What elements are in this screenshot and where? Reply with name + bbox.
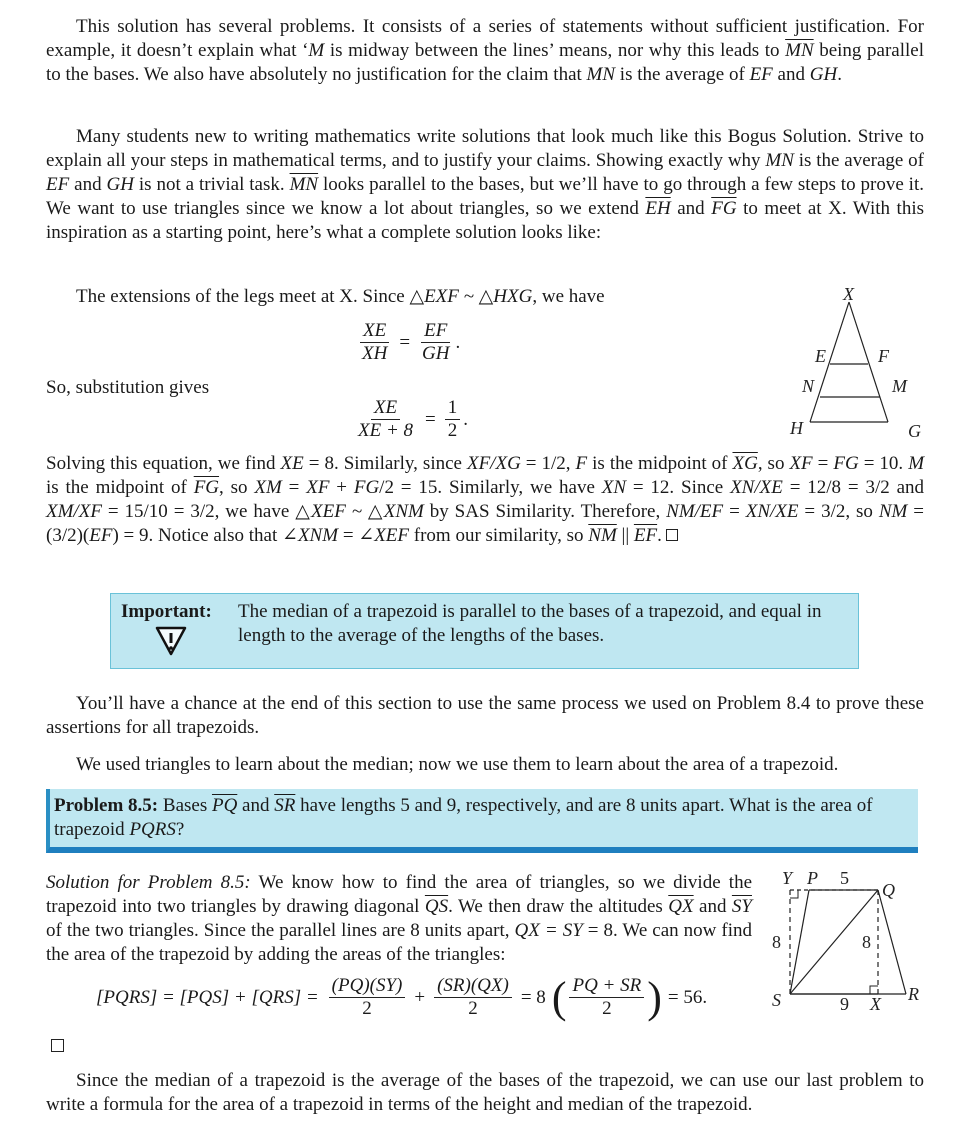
trapezoid-figure bbox=[764, 866, 934, 1016]
text: is midway between the lines’ means, nor why this leads to bbox=[324, 40, 786, 61]
text: This solution has several problems. It consists of a series of statements without sufficient justification. For example, it doesn’t explain what ‘ bbox=[46, 16, 924, 61]
var: FG bbox=[353, 477, 380, 498]
segment: $\overline{PQ}$ bbox=[211, 795, 238, 816]
equals: = bbox=[425, 408, 436, 430]
var: GH bbox=[809, 64, 838, 85]
similarity: △EXF ~ △HXG bbox=[409, 286, 533, 307]
segment: $\overline{FG}$ bbox=[711, 198, 737, 219]
text: = 12. Since bbox=[626, 477, 731, 498]
paragraph-final: Since the median of a trapezoid is the average of the bases of the trapezoid, we can use our last problem to write a formula for the area of a trapezoid in terms of the height and median of the trapezoid. bbox=[46, 1070, 924, 1115]
var: XF bbox=[306, 477, 330, 498]
segment: $\overline{EH}$ bbox=[645, 198, 671, 219]
text: Bases bbox=[158, 795, 212, 816]
denominator: XH bbox=[362, 343, 388, 364]
text: and bbox=[670, 198, 712, 219]
text: , so bbox=[757, 453, 790, 474]
var: XF/XG bbox=[466, 453, 521, 474]
var: EF bbox=[46, 174, 70, 195]
paragraph-transition: We used triangles to learn about the median; now we use them to learn about the area of a trapezoid. bbox=[76, 754, 839, 775]
fraction bbox=[329, 975, 406, 1020]
var: XE bbox=[280, 453, 304, 474]
text: = 15/10 = 3/2, we have bbox=[101, 501, 296, 522]
var: XN/XE bbox=[730, 477, 783, 498]
text: . bbox=[837, 64, 842, 85]
label-x: X bbox=[843, 284, 854, 304]
text: = bbox=[338, 525, 359, 546]
segment: $\overline{NM}$ bbox=[588, 525, 617, 546]
var: XN bbox=[601, 477, 627, 498]
problem-label: Problem 8.5: bbox=[54, 795, 159, 816]
label-s: S bbox=[772, 990, 781, 1010]
var: M bbox=[308, 40, 325, 61]
var: FG bbox=[833, 453, 859, 474]
problem-text bbox=[54, 794, 909, 842]
text: = 3/2, so bbox=[798, 501, 879, 522]
denominator: XE + 8 bbox=[358, 420, 414, 441]
paragraph-proof bbox=[46, 452, 924, 548]
segment: $\overline{MN}$ bbox=[785, 40, 814, 61]
var: QX = SY bbox=[514, 920, 583, 941]
segment: $\overline{QS}$ bbox=[424, 896, 449, 917]
text: by SAS Similarity. Therefore, bbox=[423, 501, 667, 522]
paren-right: ) bbox=[647, 972, 662, 1022]
var: XM/XF bbox=[46, 501, 102, 522]
label-h: H bbox=[790, 418, 803, 438]
text: Many students new to writing mathematics write solutions that look much like this Bogus Solution. Strive to explain all your steps in mathematical terms, and to justify your claims. Showing exactly why bbox=[46, 126, 924, 171]
text: = bbox=[281, 477, 307, 498]
plus: + bbox=[414, 986, 426, 1008]
segment: $\overline{QX}$ bbox=[668, 896, 694, 917]
triangle-figure bbox=[780, 280, 940, 445]
equation-substitution bbox=[352, 397, 468, 442]
paragraph-critique bbox=[46, 15, 924, 87]
equation-ratio bbox=[356, 320, 460, 365]
segment: $\overline{FG}$ bbox=[193, 477, 220, 498]
numerator: XE bbox=[360, 320, 389, 343]
text: = 1/2, bbox=[520, 453, 576, 474]
label-8-left: 8 bbox=[772, 932, 781, 952]
paragraph-advice bbox=[46, 125, 924, 245]
segment: $\overline{XG}$ bbox=[732, 453, 758, 474]
label-e: E bbox=[815, 346, 826, 366]
text: . bbox=[657, 525, 662, 546]
segment: $\overline{MN}$ bbox=[289, 174, 319, 195]
var: NM bbox=[878, 501, 908, 522]
angle: ∠XEF bbox=[358, 525, 410, 546]
solution-label: Solution for Problem 8.5: bbox=[46, 872, 251, 893]
label-g: G bbox=[908, 421, 921, 441]
denominator: 2 bbox=[362, 998, 372, 1019]
var: GH bbox=[106, 174, 134, 195]
label-9: 9 bbox=[840, 994, 849, 1014]
text: of the two triangles. Since the parallel lines are 8 units apart, bbox=[46, 920, 515, 941]
label-n: N bbox=[802, 376, 815, 396]
text: We know how to find the area of triangles, so we divide the trapezoid into two triangles by drawing diagonal bbox=[46, 872, 752, 917]
label-5: 5 bbox=[840, 868, 849, 888]
equals-8: = 8 bbox=[520, 986, 546, 1008]
text: = (3/2)( bbox=[46, 501, 925, 546]
var: MN bbox=[765, 150, 794, 171]
var: F bbox=[575, 453, 588, 474]
period: . bbox=[463, 408, 469, 430]
qed-box-icon bbox=[666, 529, 678, 541]
similarity: △XEF ~ △XNM bbox=[295, 501, 424, 522]
text: looks parallel to the bases, but we’ll have to go through a few steps to prove it. We want to use triangles since we know a lot about triangles, so we extend bbox=[46, 174, 924, 219]
text: is the average of bbox=[793, 150, 924, 171]
label-m: M bbox=[892, 376, 907, 396]
result: = 56. bbox=[667, 986, 708, 1008]
text: is the midpoint of bbox=[587, 453, 733, 474]
label-f: F bbox=[878, 346, 889, 366]
fraction bbox=[434, 975, 512, 1020]
denominator: 2 bbox=[602, 998, 612, 1019]
right-angle-y bbox=[790, 890, 798, 898]
text: = 12/8 = 3/2 and bbox=[782, 477, 924, 498]
substitution-text: So, substitution gives bbox=[46, 377, 210, 398]
label-y: Y bbox=[782, 868, 793, 888]
fraction bbox=[359, 320, 390, 365]
equals: = bbox=[399, 331, 411, 353]
lhs: [PQRS] = [PQS] + [QRS] = bbox=[96, 986, 319, 1008]
var: EF bbox=[89, 525, 113, 546]
text: and bbox=[237, 795, 275, 816]
segment: $\overline{SR}$ bbox=[274, 795, 296, 816]
solution-intro bbox=[76, 285, 605, 309]
text: , we have bbox=[532, 286, 605, 307]
var: MN bbox=[586, 64, 616, 85]
segment: $\overline{EF}$ bbox=[633, 525, 658, 546]
text: ) = 9. Notice also that bbox=[112, 525, 283, 546]
text: and bbox=[693, 896, 732, 917]
text: /2 = 15. Similarly, we have bbox=[379, 477, 602, 498]
important-callout bbox=[110, 593, 859, 669]
text: = bbox=[723, 501, 746, 522]
denominator: 2 bbox=[447, 420, 458, 441]
fraction bbox=[569, 975, 644, 1020]
text: The extensions of the legs meet at X. Since bbox=[76, 286, 410, 307]
important-text: The median of a trapezoid is parallel to the bases of a trapezoid, and equal in length to the average of the lengths of the bases. bbox=[238, 601, 822, 646]
text: being parallel to the bases. We also have absolutely no justification for the claim that bbox=[46, 40, 924, 85]
qed-box-icon bbox=[51, 1039, 64, 1052]
text: Solving this equation, we find bbox=[46, 453, 281, 474]
label-8-right: 8 bbox=[862, 932, 871, 952]
var: XN/XE bbox=[745, 501, 799, 522]
text: is the average of bbox=[615, 64, 750, 85]
right-angle-x bbox=[870, 986, 878, 994]
numerator: XE bbox=[371, 397, 400, 420]
text: is the midpoint of bbox=[46, 477, 194, 498]
text: = 8. We can now find the area of the trapezoid by adding the areas of the triangles: bbox=[46, 920, 753, 965]
text: from our similarity, so bbox=[409, 525, 589, 546]
var: M bbox=[908, 453, 925, 474]
angle: ∠XNM bbox=[282, 525, 339, 546]
label-x: X bbox=[870, 994, 881, 1014]
numerator: (SR)(QX) bbox=[434, 975, 512, 998]
text: = 8. Similarly, since bbox=[303, 453, 467, 474]
numerator: 1 bbox=[445, 397, 461, 420]
equation-area bbox=[96, 972, 713, 1022]
label-p: P bbox=[807, 868, 818, 888]
numerator: (PQ)(SY) bbox=[329, 975, 406, 998]
label-r: R bbox=[908, 984, 919, 1004]
solution-85 bbox=[46, 871, 752, 967]
text: and bbox=[69, 174, 107, 195]
paragraph-later: You’ll have a chance at the end of this section to use the same process we used on Problem 8.4 to prove these assertions for all trapezoids. bbox=[46, 693, 924, 738]
text: || bbox=[616, 525, 634, 546]
period: . bbox=[455, 331, 461, 353]
text: + bbox=[329, 477, 354, 498]
var: EF bbox=[749, 64, 773, 85]
segment: $\overline{SY}$ bbox=[731, 896, 752, 917]
fraction bbox=[419, 320, 452, 365]
label-q: Q bbox=[882, 880, 895, 900]
text: . We then draw the altitudes bbox=[448, 896, 669, 917]
paren-left: ( bbox=[551, 972, 567, 1022]
leg-ps bbox=[790, 890, 809, 994]
problem-box bbox=[46, 789, 918, 853]
denominator: GH bbox=[422, 343, 450, 364]
text: is not a trivial task. bbox=[133, 174, 290, 195]
fraction bbox=[445, 397, 461, 442]
var: XF bbox=[789, 453, 813, 474]
text: = 10. bbox=[858, 453, 909, 474]
leg-qr bbox=[878, 890, 906, 994]
warning-icon bbox=[155, 626, 187, 656]
text: and bbox=[772, 64, 810, 85]
text: to meet at X. With this inspiration as a starting point, here’s what a complete solution looks like: bbox=[46, 198, 924, 243]
text: ? bbox=[175, 819, 185, 840]
numerator: EF bbox=[421, 320, 450, 343]
text: have lengths 5 and 9, respectively, and are 8 units apart. What is the area of trapezoid bbox=[54, 795, 873, 840]
numerator: PQ + SR bbox=[569, 975, 644, 998]
var: NM/EF bbox=[666, 501, 724, 522]
text: = bbox=[812, 453, 834, 474]
important-label: Important: bbox=[121, 601, 212, 622]
denominator: 2 bbox=[468, 998, 478, 1019]
var: XM bbox=[254, 477, 282, 498]
var: PQRS bbox=[129, 819, 176, 840]
fraction bbox=[355, 397, 416, 442]
text: , so bbox=[219, 477, 255, 498]
